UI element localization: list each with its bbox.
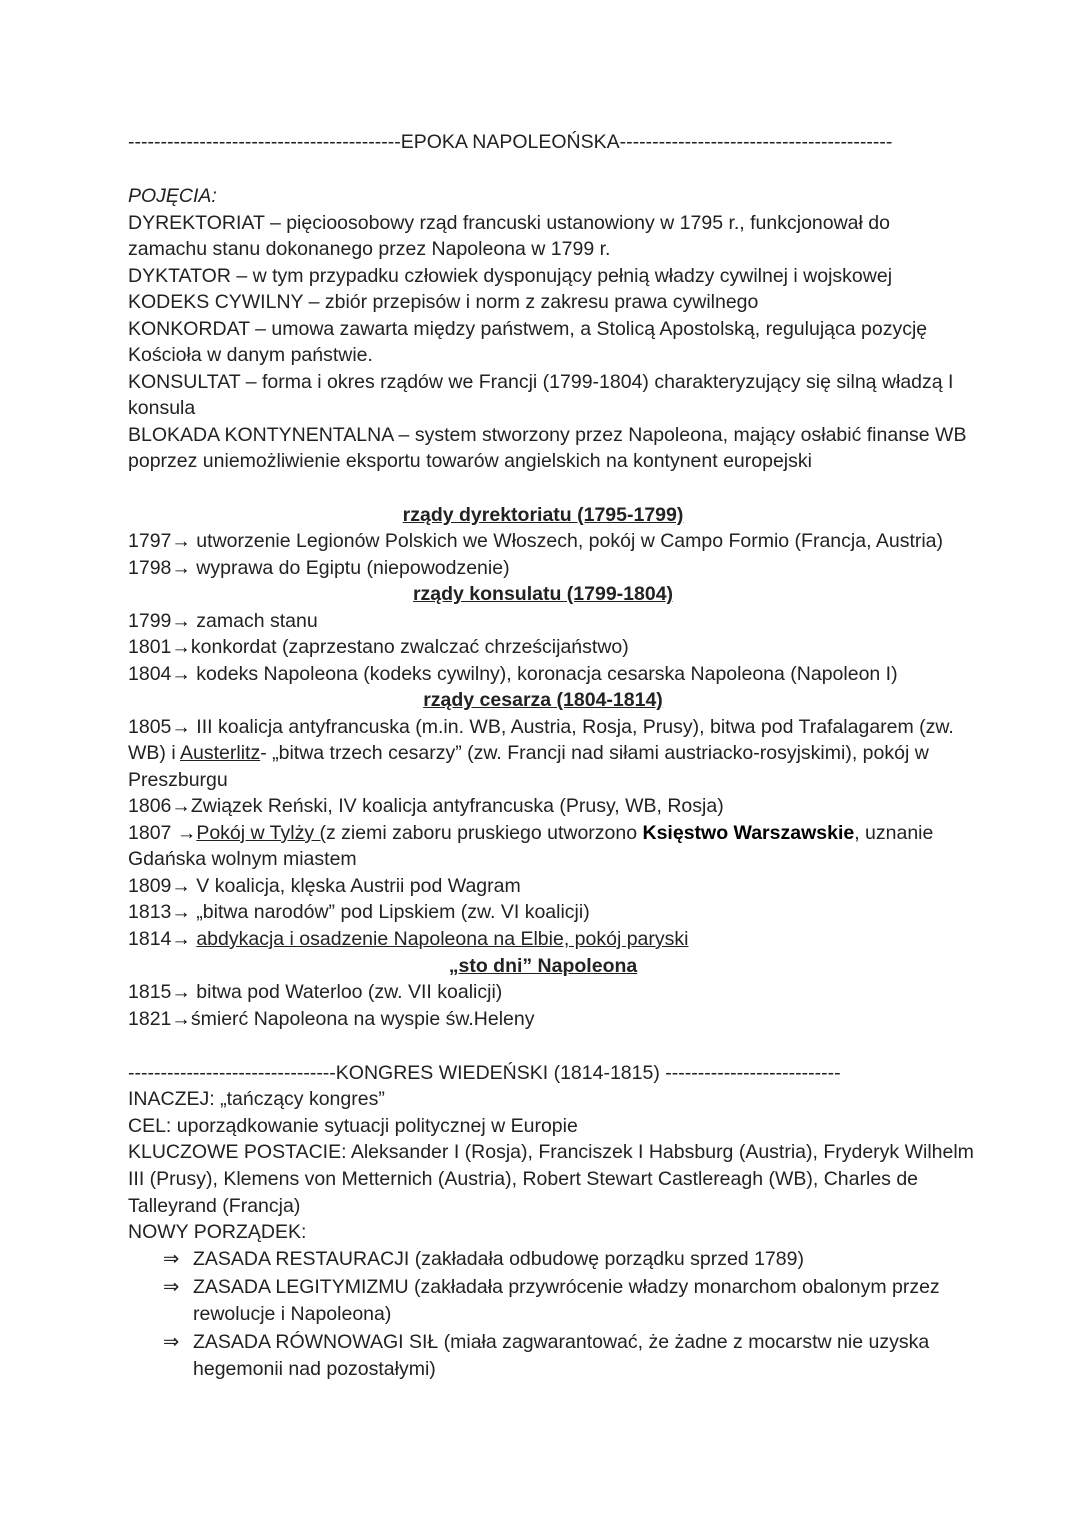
congress-line: NOWY PORZĄDEK: [128,1221,307,1243]
concept-line: konsula [128,397,196,419]
concept-line: BLOKADA KONTYNENTALNA – system stworzony przez Napoleona, mający osłabić finanse WB [128,424,967,446]
arrow-icon: → [171,875,191,897]
timeline-entry-1805-cont: WB) i Austerlitz- „bitwa trzech cesarzy” (zw. Francji nad siłami austriacko-rosyjskimi), pokój w [128,742,929,764]
epoch-title: EPOKA NAPOLEOŃSKA [400,131,620,153]
congress-line: KLUCZOWE POSTACIE: Aleksander I (Rosja), Franciszek I Habsburg (Austria), Fryderyk Wilhelm [128,1141,974,1163]
principle-bullet: ⇒ ZASADA LEGITYMIZMU (zakładała przywrócenie władzy monarchom obalonym przez [163,1274,940,1301]
title-right-dashes: ------------------------------------------ [619,131,893,153]
epoch-title-line [128,129,958,155]
heading-hundred-days: „sto dni” Napoleona [448,955,638,977]
arrow-icon: → [171,716,191,738]
congress-title: KONGRES WIEDEŃSKI (1814-1815) [335,1062,666,1084]
arrow-icon: → [171,610,191,632]
congress-left-dashes: -------------------------------- [128,1062,336,1084]
double-arrow-icon: ⇒ [163,1276,180,1298]
concept-line: poprzez uniemożliwienie eksportu towarów angielskich na kontynent europejski [128,450,812,472]
principle-bullet: ⇒ ZASADA RESTAURACJI (zakładała odbudowę porządku sprzed 1789) [163,1246,804,1273]
arrow-icon: → [171,1008,191,1030]
timeline-entry-1804: 1804→ kodeks Napoleona (kodeks cywilny), koronacja cesarska Napoleona (Napoleon I) [128,663,898,685]
arrow-icon: → [171,928,191,950]
concept-line: DYREKTORIAT – pięcioosobowy rząd francuski ustanowiony w 1795 r., funkcjonował do [128,212,890,234]
timeline-entry-1807: 1807 →Pokój w Tylży (z ziemi zaboru pruskiego utworzono Księstwo Warszawskie, uznanie [128,822,934,844]
timeline-entry-1813: 1813→ „bitwa narodów” pod Lipskiem (zw. VI koalicji) [128,901,590,923]
concept-line: Kościoła w danym państwie. [128,344,373,366]
concept-line: KONKORDAT – umowa zawarta między państwem, a Stolicą Apostolską, regulująca pozycję [128,318,928,340]
congress-line: Talleyrand (Francja) [128,1195,301,1217]
arrow-icon: → [171,557,191,579]
arrow-icon: → [171,663,191,685]
principle-bullet-cont: hegemonii nad pozostałymi) [193,1358,436,1380]
arrow-icon: → [171,795,191,817]
timeline-entry-1807-cont: Gdańska wolnym miastem [128,848,357,870]
congress-line: III (Prusy), Klemens von Metternich (Austria), Robert Stewart Castlereagh (WB), Charles de [128,1168,919,1190]
arrow-icon: → [171,981,191,1003]
timeline-entry-1814: 1814→ abdykacja i osadzenie Napoleona na Elbie, pokój paryski [128,928,689,950]
principle-bullet-cont: rewolucje i Napoleona) [193,1303,392,1325]
tilsit-peace-link[interactable]: Pokój w Tylży ( [196,822,326,844]
concepts-heading: POJĘCIA: [128,185,217,207]
congress-right-dashes: --------------------------- [665,1062,841,1084]
concept-line: DYKTATOR – w tym przypadku człowiek dysponujący pełnią władzy cywilnej i wojskowej [128,265,893,287]
arrow-icon: → [171,636,191,658]
austerlitz-link[interactable]: Austerlitz [180,742,261,764]
heading-emperor: rządy cesarza (1804-1814) [423,689,663,711]
concept-line: KONSULTAT – forma i okres rządów we Francji (1799-1804) charakteryzujący się silną władzą I [128,371,954,393]
timeline-entry-1799: 1799→ zamach stanu [128,610,318,632]
heading-consulate: rządy konsulatu (1799-1804) [412,583,674,605]
congress-line: INACZEJ: „tańczący kongres” [128,1088,385,1110]
arrow-icon: → [171,530,191,552]
timeline-entry-1801: 1801→konkordat (zaprzestano zwalczać chrześcijaństwo) [128,636,629,658]
duchy-of-warsaw: Księstwo Warszawskie [642,822,855,844]
concept-line: zamachu stanu dokonanego przez Napoleona w 1799 r. [128,238,611,260]
title-left-dashes: ------------------------------------------ [128,131,401,153]
double-arrow-icon: ⇒ [163,1248,180,1270]
timeline-entry-1798: 1798→ wyprawa do Egiptu (niepowodzenie) [128,557,510,579]
concept-line: KODEKS CYWILNY – zbiór przepisów i norm z zakresu prawa cywilnego [128,291,759,313]
timeline-entry-1809: 1809→ V koalicja, klęska Austrii pod Wagram [128,875,521,897]
timeline-entry-1797: 1797→ utworzenie Legionów Polskich we Włoszech, pokój w Campo Formio (Francja, Austria) [128,530,944,552]
heading-directory: rządy dyrektoriatu (1795-1799) [402,504,684,526]
arrow-icon: → [176,822,197,844]
congress-title-line [128,1060,958,1086]
principle-bullet: ⇒ ZASADA RÓWNOWAGI SIŁ (miała zagwarantować, że żadne z mocarstw nie uzyska [163,1329,929,1356]
timeline-entry-1805: 1805→ III koalicja antyfrancuska (m.in. WB, Austria, Rosja, Prusy), bitwa pod Trafalagarem (zw. [128,716,954,738]
double-arrow-icon: ⇒ [163,1331,180,1353]
timeline-entry-1805-cont: Preszburgu [128,769,228,791]
timeline-entry-1806: 1806→Związek Reński, IV koalicja antyfrancuska (Prusy, WB, Rosja) [128,795,724,817]
abdication-link[interactable]: abdykacja i osadzenie Napoleona na Elbie, pokój paryski [196,928,689,950]
congress-line: CEL: uporządkowanie sytuacji politycznej w Europie [128,1115,578,1137]
timeline-entry-1815: 1815→ bitwa pod Waterloo (zw. VII koalicji) [128,981,503,1003]
arrow-icon: → [171,901,191,923]
timeline-entry-1821: 1821→śmierć Napoleona na wyspie św.Heleny [128,1008,535,1030]
